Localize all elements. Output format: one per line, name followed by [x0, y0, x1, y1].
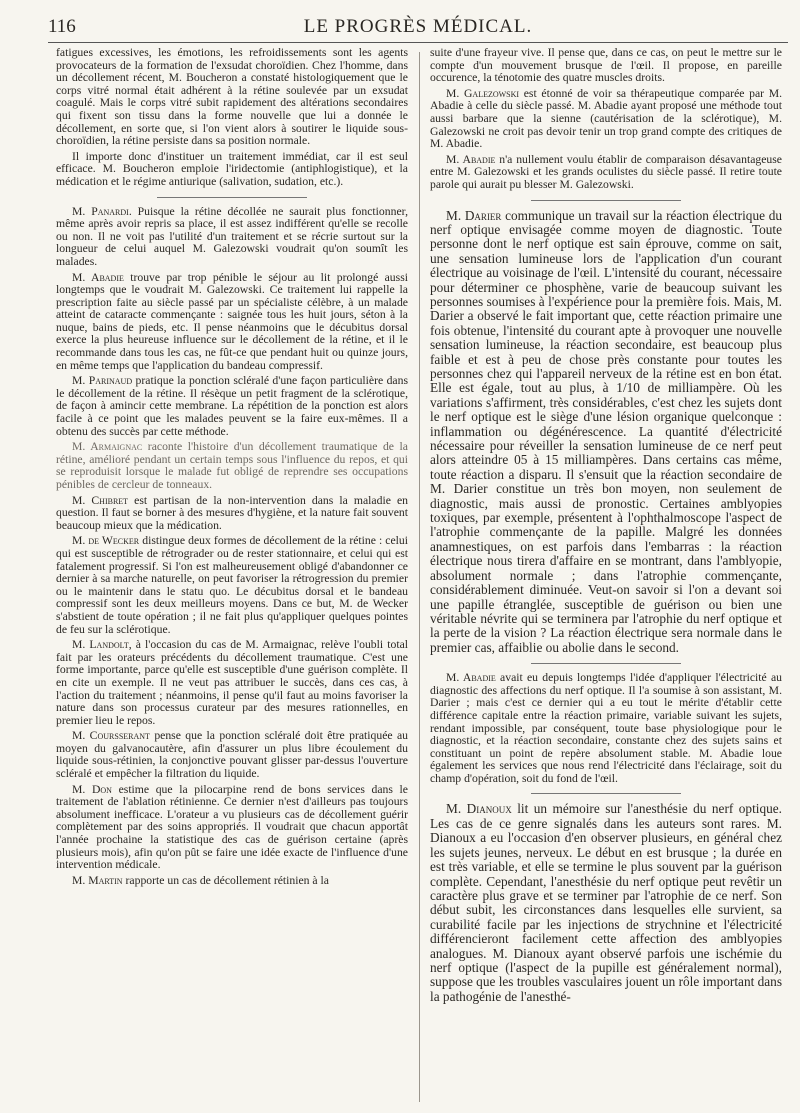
- paragraph: M. Abadie avait eu depuis longtemps l'idée d'appliquer l'électricité au diagnostic des affections du nerf optique. Il l'a soumise à son assistant, M. Darier ; mais c'est ce dernier qui a eu tout le mérite d'établir cette différence capitale entre la réaction primaire, variable suivant les sujets, rendant impossible, par conséquent, toute base physiologique pour le diagnostic, et la réaction secondaire, constante chez des sujets sains et constituant un point de repère absolument stable. M. Abadie loue également les services que nous rend l'électricité dans l'éclairage, soit du champ d'opération, soit du fond de l'œil.: [430, 671, 783, 785]
- speaker-name: M. Don: [72, 782, 112, 796]
- paragraph: M. Armaignac raconte l'histoire d'un décollement traumatique de la rétine, amélioré pendant un certain temps sous l'influence du repos, et qui se reproduisit lorsque le malade fut obligé de reprendre ses occupations pénibles de cercleur de tonneaux.: [56, 440, 408, 491]
- page-header: [48, 16, 788, 40]
- paragraph: M. Martin rapporte un cas de décollement rétinien à la: [72, 873, 329, 887]
- speaker-name: M. de Wecker: [72, 534, 140, 548]
- speaker-name: M. Coursserant: [72, 729, 150, 743]
- paragraph: suite d'une frayeur vive. Il pense que, dans ce cas, on peut le mettre sur le compte d'un mouvement brusque de l'œil. Il propose, en pareille occurence, la ténotomie des quatre muscles droits.: [430, 46, 782, 85]
- paragraph: M. Panardi. Puisque la rétine décollée ne saurait plus fonctionner, même après avoir repris sa place, il est assez indifférent qu'elle se recolle ou non. Il ne voit pas l'utilité d'un traitement et se récrie surtout sur la longueur de celui auquel M. Galezowski voudrait qu'on soumît les malades.: [56, 204, 408, 268]
- paragraph: M. Parinaud pratique la ponction scléralé d'une façon particulière dans le décollement de la rétine. Il résèque un petit fragment de la sclérotique, de façon à amincir cette membrane. La répétition de la ponction est alors facile à ce point que les malades peuvent se la faire eux-mêmes. Il a obtenu des succès par cette méthode.: [56, 374, 409, 438]
- header-rule: [48, 42, 788, 43]
- speaker-name: M. Darier: [446, 207, 502, 223]
- paragraph: fatigues excessives, les émotions, les refroidissements sont les agents provocateurs de la formation de l'exsudat choroïdien. Chez l'homme, dans un décollement récent, M. Boucheron a constaté histologiquement que le corps vitré normal était adhérent à la rétine soulevée par un exsudat coagulé. Mais le corps vitré subit rapidement des altérations secondaires qui fixent son tissu dans la forme nouvelle que lui a donnée le décollement, en sorte que, si l'on vient alors à soutirer le liquide sous-choroïdien, la rétine persiste dans sa position normale.: [56, 46, 408, 148]
- right-column: [430, 47, 782, 1007]
- speaker-name: M. Dianoux: [446, 801, 512, 817]
- paragraph: Il importe donc d'instituer un traitement immédiat, car il est seul efficace. M. Boucheron emploie l'iridectomie (antiphlogistique), et la médication et le régime antiurique (salivation, sudation, etc.).: [56, 149, 408, 188]
- paragraph: M. Don estime que la pilocarpine rend de bons services dans le traitement de l'ablation rétinienne. Ce dernier n'est d'ailleurs pas toujours absolument inefficace. L'orateur a vu plusieurs cas de décollement guérir complètement par des soins appropriés. Il voudrait que chacun apportât l'année prochaine la statistique des cas de guérison certaine (après plusieurs mois), afin qu'on pût se faire une idée exacte de l'influence d'une intervention médicale.: [56, 782, 408, 872]
- column-divider: [419, 52, 420, 1102]
- speaker-name: M. Galezowski: [446, 86, 520, 100]
- speaker-name: M. Chibret: [72, 493, 129, 507]
- paragraph: M. Abadie n'a nullement voulu établir de comparaison désavantageuse entre M. Galezowski et les grands oculistes du siècle passé. Il retire toute parole qui aurait pu blesser M. Galezowski.: [430, 152, 782, 191]
- page-number: 116: [48, 16, 76, 37]
- speaker-name: M. Abadie: [446, 152, 496, 166]
- speaker-name: M. Martin: [72, 873, 123, 887]
- speaker-name: M. Abadie: [72, 270, 124, 284]
- speaker-name: M. Armaignac: [72, 440, 143, 454]
- running-title: LE PROGRÈS MÉDICAL.: [303, 16, 533, 37]
- section-separator: [531, 793, 681, 794]
- paragraph: M. Darier communique un travail sur la réaction électrique du nerf optique envisagée comme moyen de diagnostic. Toute personne dont le nerf optique est sain éprouve, comme on sait, une sensation lumineuse lors de l'application d'un courant électrique au voisinage de l'œil. L'intensité du courant, nécessaire pour déterminer ce phosphène, varie de beaucoup suivant les personnes soumises à l'expérience pour la première fois. Mais, M. Darier a observé le fait important que, cette réaction primaire une fois obtenue, l'intensité du courant apte à provoquer une nouvelle sensation lumineuse, la réaction secondaire, est beaucoup plus faible et est à peu de chose près constante pour toutes les personnes chez qui l'appareil nerveux de la rétine est en bon état. Elle est égale, tout au plus, à 1/10 de milliampère. Où les variations s'affirment, très considérables, c'est chez les sujets dont le nerf optique est le siège d'une lésion organique quelconque : inflammation ou dégénérescence. La quantité d'électricité nécessaire pour réveiller la sensation lumineuse de ce nerf peut alors atteindre 05 à 15 milliampères. Dans certains cas même, toute réaction a disparu. Il s'ensuit que la réaction secondaire de M. Darier constitue un très bon moyen, non seulement de diagnostic, mais aussi de pronostic. Certaines amblyopies toxiques, par exemple, présentent à l'ophthalmoscope l'aspect de l'atrophie commençante de la papille. Malgré les données anamnestiques, on est parfois dans l'embarras : la réaction électrique nous tirera d'affaire en se montrant, dans l'amblyopie, absolument normale ; dans l'atrophie commençante, considérablement diminuée. Veut-on savoir si l'on a devant soi une papille étranglée, susceptible de guérison ou bien une véritable névrite qui se terminera par l'atrophie du nerf optique et la perte de la vision ? La réaction électrique sera normale dans le premier cas, affaiblie ou abolie dans le second.: [430, 207, 782, 655]
- section-separator: [157, 197, 307, 198]
- section-separator: [531, 663, 681, 664]
- paragraph: M. Chibret est partisan de la non-intervention dans la maladie en question. Il faut se borner à des mesures d'hygiène, et la nature fait souvent beaucoup mieux que la médication.: [56, 493, 408, 532]
- speaker-name: M. Parinaud: [72, 374, 133, 388]
- speaker-name: M. Panardi.: [72, 204, 132, 218]
- paragraph: M. Coursserant pense que la ponction scléralé doit être pratiquée au moyen du galvanocautère, afin d'assurer un plus libre écoulement du liquide sous-rétinien, la conjonctive pouvant glisser par-dessus l'ouverture scléralé et empêcher la filtration du liquide.: [56, 729, 408, 781]
- paragraph: M. Dianoux lit un mémoire sur l'anesthésie du nerf optique. Les cas de ce genre signalés dans les auteurs sont rares. M. Dianoux a eu l'occasion d'en observer plusieurs, en général chez les sujets jeunes, nerveux. Le début en est brusque ; la durée en est très variable, et elle se termine le plus souvent par la guérison complète. Cependant, l'anesthésie du nerf optique peut revêtir un caractère plus grave et se terminer par l'atrophie de ce nerf. Son début subit, les circonstances dans lesquelles elle survient, sa curabilité facile par les injections de strychnine et l'électricité différencieront facilement cette affection des amblyopies analogues. M. Dianoux ayant observé parfois une ischémie du nerf optique (l'aspect de la pupille est généralement normal), suppose que les troubles vasculaires jouent un rôle important dans la pathogénie de l'anesthé-: [430, 801, 782, 1004]
- section-separator: [531, 200, 681, 201]
- paragraph: M. de Wecker distingue deux formes de décollement de la rétine : celui qui est susceptible de rétrograder ou de rester stationnaire, et celui qui est fatalement progressif. Si l'on est malheureusement obligé d'abandonner ce dernier à sa marche naturelle, on peut favoriser la rétrogression du premier ou le maintenir dans le statu quo. Le décubitus dorsal et le bandeau compressif sont les deux meilleurs moyens. Dans ce but, M. de Wecker s'abstient de toute opération ; il ne fait plus qu'appliquer quelques pointes de feu sur la sclérotique.: [56, 534, 409, 636]
- paragraph: M. Galezowski est étonné de voir sa thérapeutique comparée par M. Abadie à celle du siècle passé. M. Abadie ayant proposé une méthode tout aussi barbare que la sienne (cautérisation de la sclérotique), M. Galezowski ne croit pas devoir tenir un trop grand compte des critiques de M. Abadie.: [430, 86, 783, 151]
- speaker-name: M. Landolt,: [72, 638, 132, 652]
- speaker-name: M. Abadie: [446, 671, 496, 685]
- left-column: [56, 47, 408, 890]
- paragraph: M. Abadie trouve par trop pénible le séjour au lit prolongé aussi longtemps que le voudrait M. Galezowski. Ce traitement lui rappelle la prescription faite au siècle passé par un spécialiste célèbre, à un malade atteint de cataracte commençante : saignée tous les huit jours, séton à la nuque, bains de pieds, etc. Il pense néanmoins que le décubitus dorsal exerce la plus heureuse influence sur le décollement de la rétine, et il le recommande dans tous les cas, ne fût-ce que pendant huit ou quinze jours, en même temps que l'application du bandeau compressif.: [56, 270, 408, 372]
- paragraph: M. Landolt, à l'occasion du cas de M. Armaignac, relève l'oubli total fait par les orateurs précédents du décollement traumatique. C'est une forme importante, parce qu'elle est susceptible d'une guérison complète. Il en cite un exemple. Il ne veut pas attribuer le succès, dans ces cas, à l'action du traitement ; néanmoins, il pense qu'il faut au moins favoriser la nature dans son processus curateur par des mesures rationnelles, en premier lieu le repos.: [56, 638, 409, 727]
